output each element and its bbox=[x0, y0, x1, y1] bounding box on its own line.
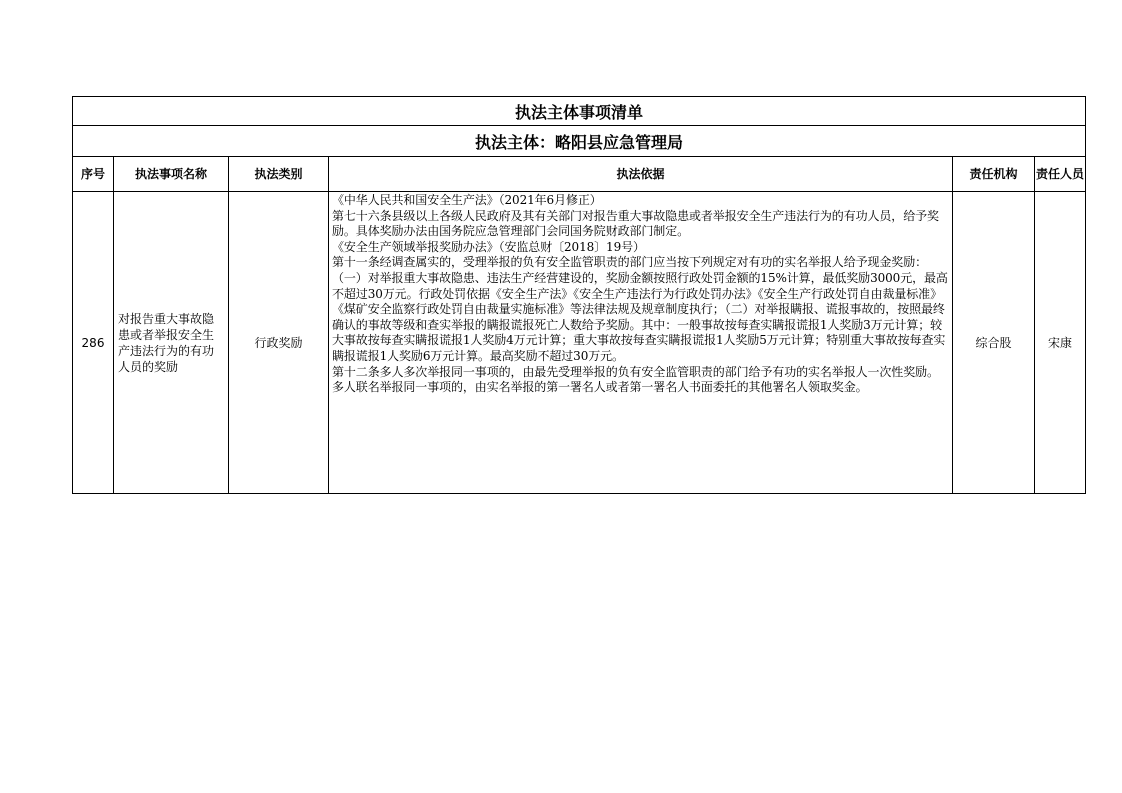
header-department: 责任机构 bbox=[953, 157, 1035, 192]
table-row bbox=[73, 192, 1086, 494]
enforcement-items-table bbox=[72, 96, 1086, 494]
row-index: 286 bbox=[73, 192, 114, 494]
subject-row bbox=[73, 126, 1086, 157]
row-category: 行政奖励 bbox=[229, 192, 329, 494]
title-row bbox=[73, 97, 1086, 126]
basis-article-76: 第七十六条县级以上各级人民政府及其有关部门对报告重大事故隐患或者举报安全生产违法行为的有功人员，给予奖励。具体奖励办法由国务院应急管理部门会同国务院财政部门制定。 bbox=[332, 208, 939, 239]
header-row bbox=[73, 157, 1086, 192]
basis-joint-report: 多人联名举报同一事项的，由实名举报的第一署名人或者第一署名人书面委托的其他署名人领取奖金。 bbox=[332, 380, 868, 395]
row-department: 综合股 bbox=[953, 192, 1035, 494]
header-item-name: 执法事项名称 bbox=[114, 157, 229, 192]
document-title: 执法主体事项清单 bbox=[73, 97, 1086, 126]
basis-law-title: 《中华人民共和国安全生产法》（2021年6月修正） bbox=[332, 193, 602, 207]
header-person: 责任人员 bbox=[1035, 157, 1086, 192]
header-index: 序号 bbox=[73, 157, 114, 192]
row-basis bbox=[329, 192, 953, 494]
header-category: 执法类别 bbox=[229, 157, 329, 192]
basis-article-11: 第十一条经调查属实的，受理举报的负有安全监管职责的部门应当按下列规定对有功的实名举报人给予现金奖励：（一）对举报重大事故隐患、违法生产经营建设的，奖励金额按照行政处罚金额的15%计算，最低奖励3000元，最高不超过30万元。行政处罚依据《安全生产法》《安全生产违法行为行政处罚办法》《安全生产行政处罚自由裁量标准》《煤矿安全监察行政处罚自由裁量实施标准》等法律法规及规章制度执行；（二）对举报瞒报、谎报事故的，按照最终确认的事故等级和查实举报的瞒报谎报死亡人数给予奖励。其中：一般事故按每查实瞒报谎报1人奖励3万元计算；较大事故按每查实瞒报谎报1人奖励4万元计算；重大事故按每查实瞒报谎报1人奖励5万元计算；特别重大事故按每查实瞒报谎报1人奖励6万元计算。最高奖励不超过30万元。 bbox=[332, 255, 948, 363]
enforcement-subject: 执法主体：略阳县应急管理局 bbox=[73, 126, 1086, 157]
basis-measures-title: 《安全生产领域举报奖励办法》（安监总财〔2018〕19号） bbox=[332, 239, 645, 254]
row-item-name: 对报告重大事故隐患或者举报安全生产违法行为的有功人员的奖励 bbox=[114, 192, 229, 494]
row-person: 宋康 bbox=[1035, 192, 1086, 494]
basis-article-12: 第十二条多人多次举报同一事项的，由最先受理举报的负有安全监管职责的部门给予有功的实名举报人一次性奖励。 bbox=[332, 364, 939, 379]
header-basis: 执法依据 bbox=[329, 157, 953, 192]
